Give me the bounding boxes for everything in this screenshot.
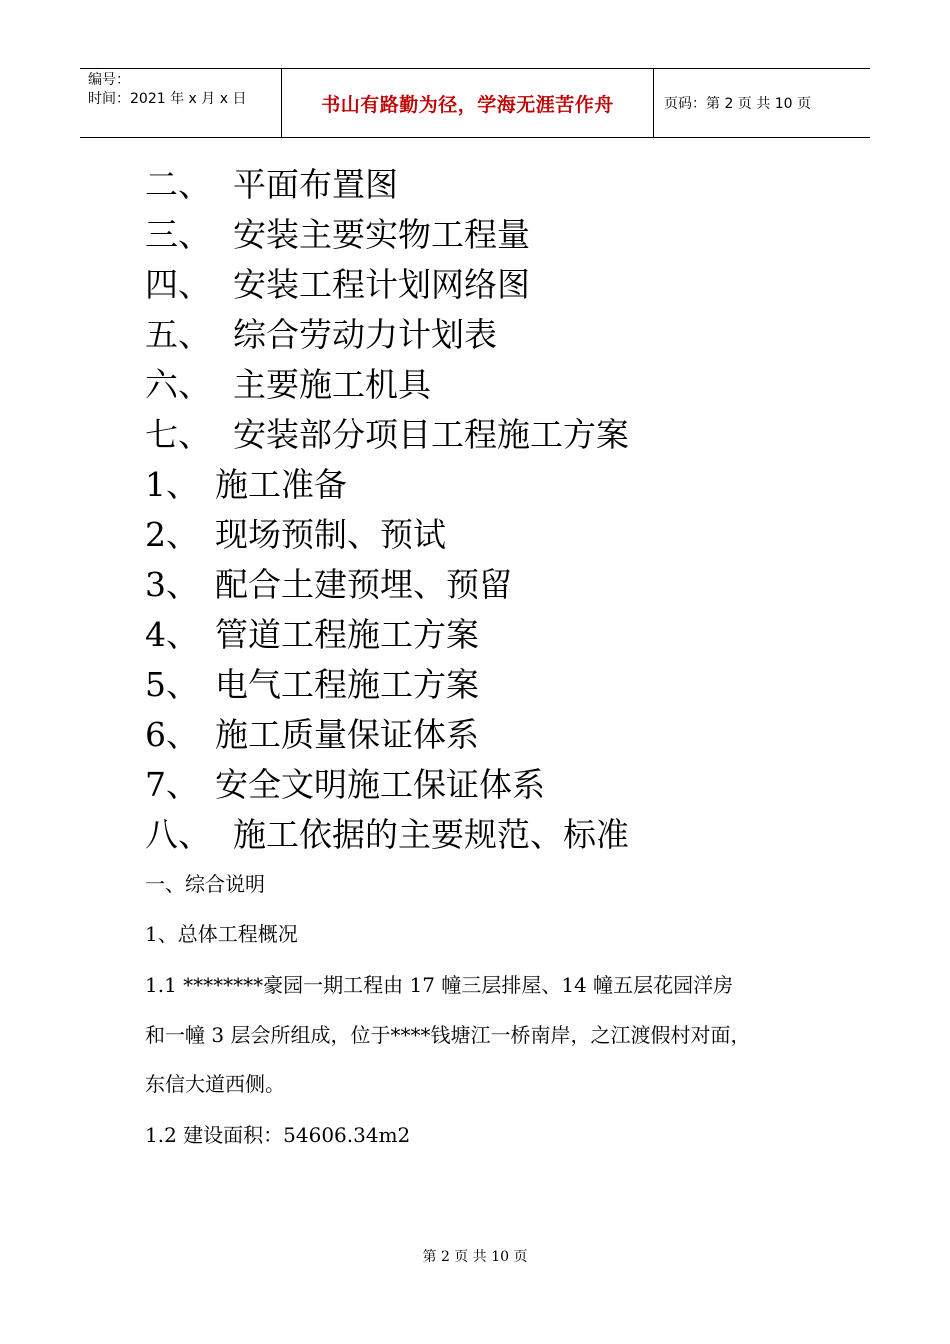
toc-item — [145, 460, 629, 510]
document-number-label: 编号： — [88, 72, 130, 88]
toc-item — [145, 810, 629, 860]
header-motto: 书山有路勤为径，学海无涯苦作舟 — [321, 93, 614, 116]
toc-item — [145, 560, 629, 610]
toc-item — [145, 410, 629, 460]
section-title: 一、综合说明 — [145, 872, 265, 896]
toc-item-number: 3、 — [145, 565, 199, 604]
document-date-label: 时间：2021 年 x 月 x 日 — [88, 91, 247, 107]
toc-item-title: 施工依据的主要规范、标准 — [233, 815, 629, 854]
toc-item-number: 六、 — [145, 365, 211, 404]
toc-item-number: 5、 — [145, 665, 199, 704]
toc-item — [145, 660, 629, 710]
toc-item-title: 综合劳动力计划表 — [233, 315, 497, 354]
toc-item-title: 电气工程施工方案 — [215, 665, 479, 704]
toc-item-number: 7、 — [145, 765, 199, 804]
toc-item-number: 四、 — [145, 265, 211, 304]
toc-item-number: 1、 — [145, 465, 199, 504]
toc-item — [145, 760, 629, 810]
paragraph-line: 1.2 建设面积：54606.34m2 — [145, 1123, 411, 1147]
toc-item-title: 安装部分项目工程施工方案 — [233, 415, 629, 454]
toc-item — [145, 360, 629, 410]
header-page-cell — [654, 69, 870, 137]
toc-item-title: 施工质量保证体系 — [215, 715, 479, 754]
toc-item — [145, 610, 629, 660]
toc-item — [145, 510, 629, 560]
toc-item — [145, 310, 629, 360]
page-header — [80, 68, 870, 138]
toc-item-number: 七、 — [145, 415, 211, 454]
header-meta-cell — [80, 69, 282, 137]
paragraph-line: 和一幢 3 层会所组成，位于****钱塘江一桥南岸，之江渡假村对面， — [145, 1023, 751, 1047]
toc-item — [145, 210, 629, 260]
header-motto-cell — [282, 69, 654, 137]
subsection-title: 1、总体工程概况 — [145, 922, 298, 946]
toc-item — [145, 710, 629, 760]
toc-item-number: 6、 — [145, 715, 199, 754]
table-of-contents — [145, 160, 629, 860]
toc-item-title: 安装工程计划网络图 — [233, 265, 530, 304]
toc-item-number: 五、 — [145, 315, 211, 354]
paragraph-line: 1.1 ********豪园一期工程由 17 幢三层排屋、14 幢五层花园洋房 — [145, 973, 734, 997]
toc-item-number: 八、 — [145, 815, 211, 854]
toc-item-number: 2、 — [145, 515, 199, 554]
toc-item-number: 4、 — [145, 615, 199, 654]
toc-item-title: 配合土建预埋、预留 — [215, 565, 512, 604]
header-page-info: 页码：第 2 页 共 10 页 — [664, 96, 811, 112]
toc-item-title: 管道工程施工方案 — [215, 615, 479, 654]
toc-item — [145, 160, 629, 210]
toc-item — [145, 260, 629, 310]
toc-item-number: 二、 — [145, 165, 211, 204]
page-footer: 第 2 页 共 10 页 — [422, 1249, 528, 1265]
toc-item-title: 现场预制、预试 — [215, 515, 446, 554]
toc-item-title: 施工准备 — [215, 465, 347, 504]
paragraph-line: 东信大道西侧。 — [145, 1072, 285, 1096]
toc-item-title: 平面布置图 — [233, 165, 398, 204]
toc-item-title: 安装主要实物工程量 — [233, 215, 530, 254]
toc-item-title: 安全文明施工保证体系 — [215, 765, 545, 804]
toc-item-title: 主要施工机具 — [233, 365, 431, 404]
toc-item-number: 三、 — [145, 215, 211, 254]
